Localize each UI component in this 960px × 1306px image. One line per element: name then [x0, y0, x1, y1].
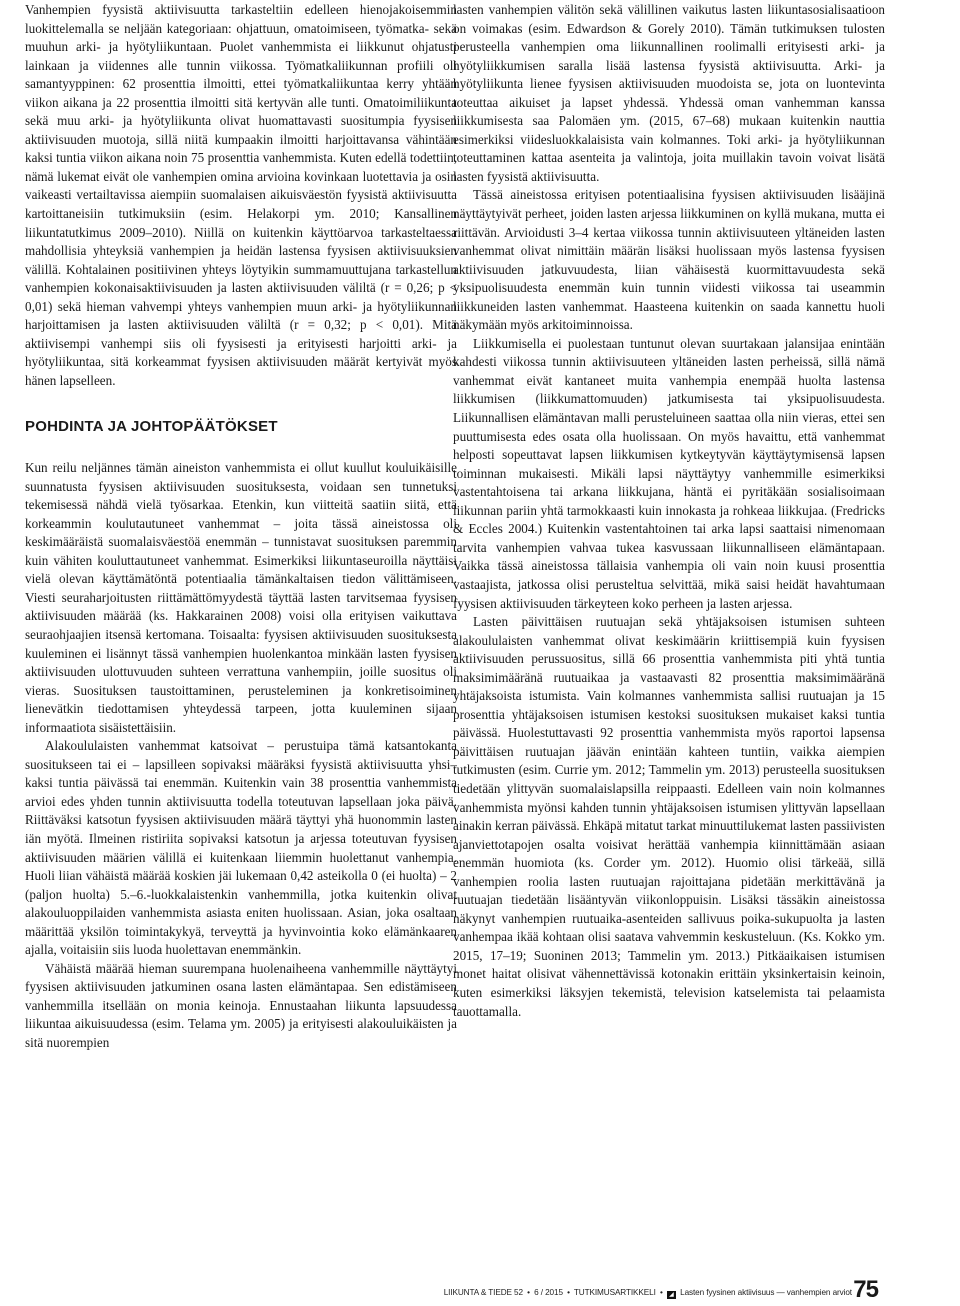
footer-separator: •: [527, 1288, 530, 1297]
page-footer: [0, 1276, 960, 1306]
footer-separator: •: [659, 1288, 663, 1297]
journal-name: LIIKUNTA & TIEDE 52: [443, 1288, 523, 1297]
body-paragraph: Vähäistä määrää hieman suurempana huolenaiheena vanhemmille näyttäytyi fyysisen aktiivisuuden jatkuminen osana lasten elämäntapaa. Sen edistämiseen vanhemmilla itsellään on monia keinoja. Ennustaahan liikunta lapsuudessa liikuntaa aikuisuudessa (esim. Telama ym. 2005) ja erityisesti alakouluikäisten ja sitä nuorempien: [25, 960, 457, 1050]
body-paragraph: Kun reilu neljännes tämän aineiston vanhemmista ei ollut kuullut kouluikäisille suunnatusta fyysisen aktiivisuuden suosituksesta, voidaan sen tunnetuksi tekemisessä nähdä vielä työsarkaa. Etenkin, kun viitteitä saatiin siitä, että korkeammin koulutautuneet vanhemmat – joita tässä aineistossa oli keskimääräistä suomalaisväestöä enemmän – tunnistavat suosituksen paremmin kuin vähiten kouluttautuneet vanhemmat. Esimerkiksi liikuntaseuroilla näyttäisi vielä olevan käyttämätöntä potentiaalia tämänkaltaisen tiedon välittämiseen. Viesti seuraharjoitusten riittämättömyydestä täyttää lasten tarvitsemaa fyysisen aktiivisuuden määrää (ks. Hakkarainen 2008) voisi olla erityisen vaikuttava seuraohjaajien itsensä kertomana. Toisaalta: fyysisen aktiivisuuden suosituksesta kuuleminen ei lisännyt tässä vanhempien huolenkantoa minkään lasten fyysisen aktiivisuuden ulottuvuuden suhteen verrattuna vanhempiin, joille suositus oli vieras. Suosituksen taustoittaminen, perusteleminen ja konkretisoiminen lienevätkin tiedottamisen yhteydessä tarpeen, jotta kuuleminen sijaan informaatiota sisäistettäisiin.: [25, 460, 457, 735]
section-heading: POHDINTA JA JOHTOPÄÄTÖKSET: [25, 418, 278, 436]
body-paragraph: Alakoululaisten vanhemmat katsoivat – perustuipa tämä katsantokanta suositukseen tai ei – lapsilleen sopivaksi määräksi fyysistä aktiivisuutta yhsi–kaksi tuntia päivässä tai enemmän. Kuitenkin vain 38 prosenttia vanhemmista arvioi edes yhden tunnin aktiivisuutta todella toteutuvan lapsellaan joka päivä. Riittäväksi katsotun fyysisen aktiivisuuden määrä täyttyi yhä huonommin lasten iän myötä. Ilmeinen ristiriita sopivaksi katsotun ja arjessa toteutuvan fyysisen aktiivisuuden määrien välillä ei kuitenkaan liiemmin huolettanut vanhempia. Huoli liian vähäistä määrää koskien jäi lukemaan 0,42 asteikolla 0 (ei huolta) – 2 (paljon huolta) 5.–6.-luokkalaistenkin vanhemmilla, jotka kuitenkin olivat alakouluoppilaiden vanhemmista asiasta eniten huolissaan. Asian, joka osaltaan määrittää yksilön toimintakykyä, terveyttä ja hyvinvointia koko elämänkaaren ajalla, voitaisiin siis luoda huolettavan enemmänkin.: [25, 738, 457, 958]
body-paragraph: lasten vanhempien välitön sekä välillinen vaikutus lasten liikuntasosialisaatioon on voimakas (esim. Edwardson & Gorely 2010). Tämän tutkimuksen tulosten perusteella vanhempien oma liikunnallinen roolimalli erityisesti arki- ja hyötyliikkumisen saralla lisää lastensa fyysistä aktiivisuutta. Arki- ja hyötyliikunta lienee fyysisen aktiivisuuden muodoista se, jota on luontevinta toteuttaa aikuiset ja lapset yhdessä. Yhdessä oman vanhemman kanssa liikkumisesta saa Palomäen ym. (2015, 67–68) mukaan kuitenkin nauttia esimerkiksi viidesluokkalaisista vain kolmannes. Toki arki- ja hyötyliikunnan toteuttaminen kattaa asenteita ja valintoja, joita muillakin tavoin voivat lisätä lasten fyysistä aktiivisuutta.: [453, 2, 885, 184]
footer-separator: •: [567, 1288, 570, 1297]
right-column: [453, 1, 885, 1021]
section-label: TUTKIMUSARTIKKELI: [573, 1288, 656, 1297]
left-column: [25, 1, 457, 1053]
footer-running-head: [444, 1288, 852, 1299]
page-number: 75: [853, 1276, 878, 1303]
journal-logo-icon: ◢: [667, 1291, 676, 1299]
body-paragraph: Vanhempien fyysistä aktiivisuutta tarkasteltiin edelleen hienojakoisemmin luokittelemalla se neljään kategoriaan: ohjattuun, omatoimiseen, työmatka- sekä muuhun arki- ja hyötyliikuntaan. Puolet vanhemmista ei liikkunut ohjatusti lainkaan ja viidennes alle tunnin viikossa. Työmatkaliikunnan profiili oli samantyyppinen: 62 prosenttia ilmoitti, ettei työmatkaliikuntaa kerry yhtään viikon aikana ja 22 prosenttia ilmoitti sitä kertyvän alle tunti. Omatoimiliikunta sekä muu arki- ja hyötyliikunta olivat huomattavasti suositumpia fyysisen aktiivisuuden muotoja, sillä niitä kumpaakin ilmoitti harjoittavansa vähintään kaksi tuntia viikon aikana noin 75 prosenttia vanhemmista. Kuten edellä todettiin, nämä lukemat eivät ole vanhempien omina arvioina kovinkaan luotettavia ja osin vaikeasti vertailtavissa aiempiin suomalaisen aikuisväestön fyysistä aktiivisuutta kartoittaneisiin tutkimuksiin (esim. Helakorpi ym. 2010; Kansallinen liikuntatutkimus 2009–2010). Niillä on kuitenkin käyttöarvoa tarkasteltaessa mahdollisia yhteyksiä vanhempien ja heidän lastensa fyysisen aktiivisuuksien välillä. Kohtalainen positiivinen yhteys löytyikin summamuuttujana tarkastellun vanhempien kokonaisaktiivisuuden ja lasten aktiivisuuden väliltä (r = 0,26; p < 0,01) sekä hieman vahvempi yhteys vanhempien muun arki- ja hyötyliikunnan harjoittamisen ja lasten aktiivisuuden väliltä (r = 0,32; p < 0,01). Mitä aktiivisempi vanhempi siis oli fyysisesti ja erityisesti harjoitti arki- ja hyötyliikuntaa, sitä korkeammat fyysisen aktiivisuuden määrät kertyivät myös hänen lapselleen.: [25, 2, 457, 388]
body-paragraph: Tässä aineistossa erityisen potentiaalisina fyysisen aktiivisuuden lisääjinä näyttäytyivät perheet, joiden lasten arjessa liikkuminen on kyllä mukana, mutta ei riittävän. Arvioidusti 3–4 kertaa viikossa tunnin aktiivisuuteen yltäneiden lasten vanhemmat olivat nimittäin määrän lisäksi huolissaan myös lastensa fyysisen aktiivisuuden jatkuvuudesta, liian vähäisestä kuormittavuudesta sekä yksipuolisuudesta enemmän kuin tunnin viidesti viikossa tai useammin liikkuneiden lasten vanhemmat. Haasteena kuitenkin on saada kannettu huoli näkymään myös arkitoiminnoissa.: [453, 187, 885, 333]
issue-label: 6 / 2015: [534, 1288, 563, 1297]
article-title: Lasten fyysinen aktiivisuus — vanhempien arviot: [680, 1288, 852, 1297]
body-paragraph: Liikkumisella ei puolestaan tuntunut olevan suurtakaan jalansijaa enintään kahdesti viikossa tunnin aktiivisuuteen yltäneiden lasten perheissä, sillä nämä vanhemmat eivät kantaneet muita vanhempia enempää huolta lastensa liikkumisen (liikkumattomuuden) jatkumisesta tai yksipuolisuudesta. Liikunnallisen elämäntavan malli perusteluineen saattaa olla niin vieras, ettei sen puuttumisesta edes osata olla huolissaan. On myös havaittu, että vanhemmat helposti sopeuttavat lapsen liikkumisen kytkeytyvän käyttäytymisensä lapsen toiminnan mukaisesti. Mikäli lapsi näyttäytyy vanhemmille esimerkiksi vastentahtoisena tai arkana liikkujana, häntä ei pyritäkään sosialisoimaan liikunnan pariin yhtä tarmokkaasti kuin innokasta ja rohkeaa liikkujaa. (Fredricks & Eccles 2004.) Kuitenkin vastentahtoinen tai arka lapsi saattaisi nimenomaan tarvita vanhempien vahvaa tukea kasvussaan liikunnalliseen elämäntapaan. Vaikka tässä aineistossa tällaisia vanhempia oli vain noin kuusi prosenttia vastaajista, jatkossa olisi perusteltua selvittää, mikä saisi heidät havahtumaan fyysisen aktiivisuuden tärkeyteen koko perheen ja lasten arjessa.: [453, 335, 885, 611]
body-paragraph: Lasten päivittäisen ruutuajan sekä yhtäjaksoisen istumisen suhteen alakoululaisten vanhemmat olivat keskimäärin kriittisempiä kuin fyysisen aktiivisuuden perussuositus, sillä 66 prosenttia vanhemmista piti yhtä tuntia maksimimääränä ruutuaikaa ja vastaavasti 82 prosenttia maksimimääränä yhtäjaksoista istumista. Vain kolmannes vanhemmista sallisi ruutuajan ja 15 prosenttia yhtäjaksoisen istumisen kestoksi suosituksen mukaiset kaksi tuntia päivässä. Huolestuttavasti 92 prosenttia vanhemmista myös raportoi lapsensa päivittäisen ruutuajan jäävän enintään kahteen tuntiin, vaikka aiempien tutkimusten (esim. Currie ym. 2012; Tammelin ym. 2013) perusteella suosituksen tiedetään ylittyvän suomalaislapsilla reippaasti. Edelleen vain noin kolmannes vanhemmista myönsi kahden tunnin yhtäjaksoisen istumisen ylittyvän lapsellaan ainakin kerran päivässä. Ehkäpä mitatut tarkat minuuttilukemat lasten passiivisten ajanviettotapojen osalta voisivat herättää vanhempia kiinnittämään asiaan enemmän huomiota (ks. Corder ym. 2012). Huomio olisi tärkeää, sillä vanhempien roolia lasten ruutuajan rajoittajana pidetään merkittävänä ja ruutuajan tiedetään lisääntyvän viikonloppuisin. Lisäksi tässäkin aineistossa näkynyt vanhempien ruutuaika-asenteiden sallivuus poika-sukupuolta ja lasten vanhempaa ikää kohtaan olisi saatava vahvemmin keskusteluun. (Ks. Kokko ym. 2015, 17–19; Suoninen 2013; Tammelin ym. 2013.) Pitkäaikaisen istumisen monet haitat olisivat vähennettävissä kotonakin erittäin yksinkertaisin keinoin, kuten esimerkiksi läksyjen tekemistä, television katselemista tai pelaamista tauottamalla.: [453, 614, 885, 1019]
